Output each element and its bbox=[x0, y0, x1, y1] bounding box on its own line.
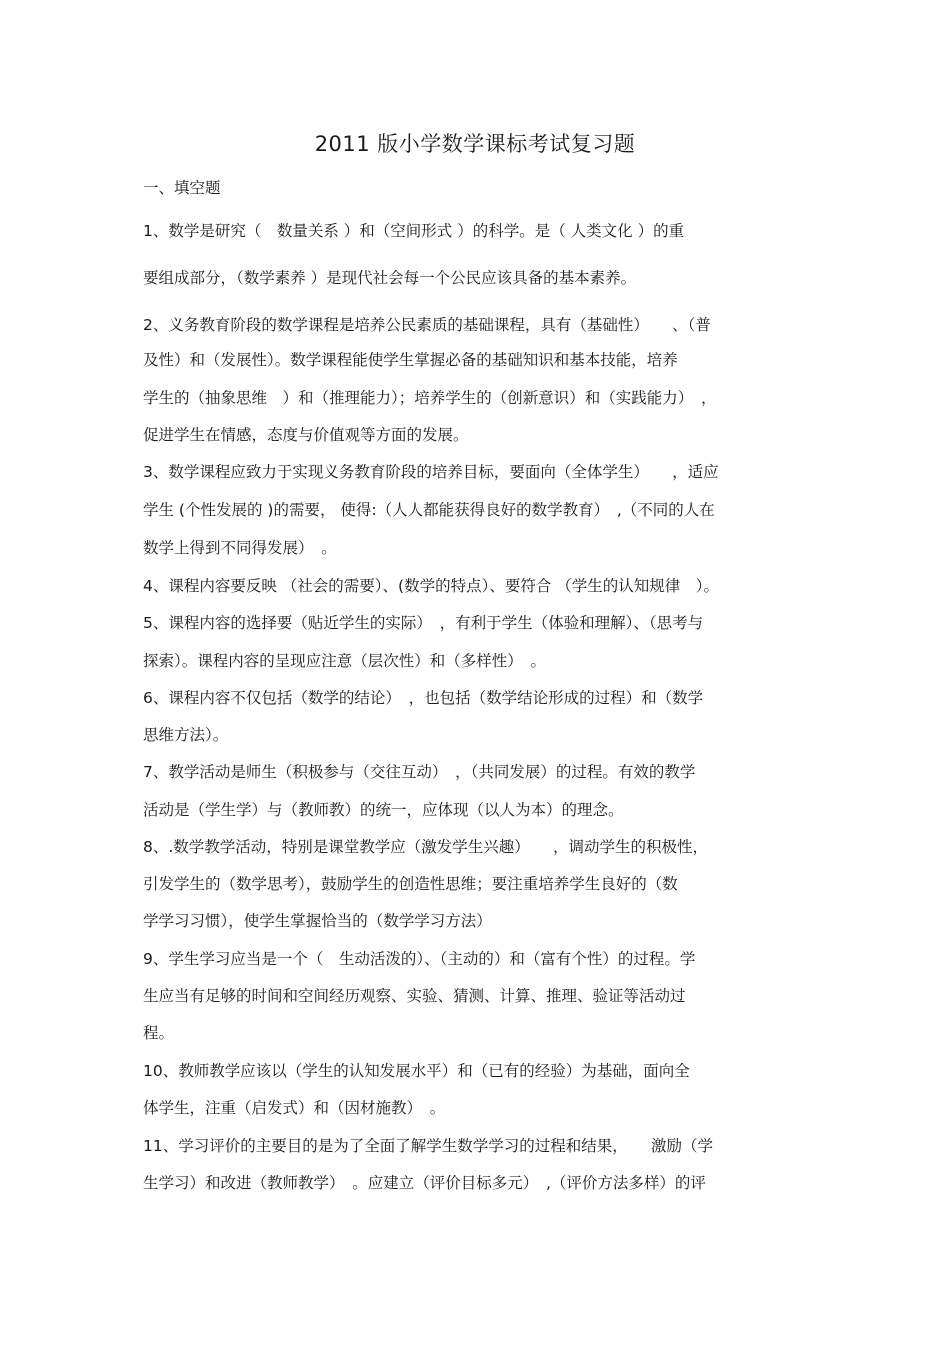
text-line: 5、课程内容的选择要（贴近学生的实际） ，有利于学生（体验和理解）、（思考与 bbox=[143, 614, 704, 632]
text-line: 学生 (个性发展的 )的需要， 使得:（人人都能获得良好的数学教育） ,（不同的人在 bbox=[143, 501, 715, 519]
text-line: 促进学生在情感，态度与价值观等方面的发展。 bbox=[143, 426, 469, 444]
text-line: 及性）和（发展性）。数学课程能使学生掌握必备的基础知识和基本技能，培养 bbox=[143, 351, 678, 369]
text-line: 数学上得到不同得发展） 。 bbox=[143, 539, 337, 557]
text-line: 思维方法）。 bbox=[143, 726, 229, 744]
text-line: 6、课程内容不仅包括（数学的结论） ，也包括（数学结论形成的过程）和（数学 bbox=[143, 689, 704, 707]
text-line: 1、数学是研究（ 数量关系 ）和（空间形式 ）的科学。是（ 人类文化 ）的重 bbox=[143, 222, 685, 240]
text-line: 体学生，注重（启发式）和（因材施教） 。 bbox=[143, 1099, 446, 1117]
text-line: 11、学习评价的主要目的是为了全面了解学生数学学习的过程和结果， 激励（学 bbox=[143, 1137, 713, 1155]
text-line: 10、教师教学应该以（学生的认知发展水平）和（已有的经验）为基础，面向全 bbox=[143, 1062, 690, 1080]
text-line: 学生的（抽象思维 ）和（推理能力）；培养学生的（创新意识）和（实践能力） ， bbox=[143, 389, 717, 407]
document-title: 2011 版小学数学课标考试复习题 bbox=[314, 132, 636, 156]
text-line: 4、课程内容要反映 （社会的需要）、(数学的特点）、要符合 （学生的认知规律 ）。 bbox=[143, 577, 720, 595]
text-line: 程。 bbox=[143, 1024, 175, 1042]
text-line: 生应当有足够的时间和空间经历观察、实验、猜测、计算、推理、验证等活动过 bbox=[143, 987, 686, 1005]
text-line: 生学习）和改进（教师教学） 。应建立（评价目标多元） ,（评价方法多样）的评 bbox=[143, 1174, 706, 1192]
section-heading: 一、填空题 bbox=[143, 179, 221, 197]
text-line: 7、教学活动是师生（积极参与（交往互动） ，（共同发展）的过程。有效的教学 bbox=[143, 763, 696, 781]
text-line: 活动是（学生学）与（教师教）的统一，应体现（以人为本）的理念。 bbox=[143, 801, 624, 819]
text-line: 2、义务教育阶段的数学课程是培养公民素质的基础课程，具有（基础性） 、（普 bbox=[143, 316, 711, 334]
text-line: 3、数学课程应致力于实现义务教育阶段的培养目标，要面向（全体学生） ，适应 bbox=[143, 463, 719, 481]
text-line: 学学习习惯），使学生掌握恰当的（数学学习方法） bbox=[143, 912, 492, 930]
text-line: 引发学生的（数学思考），鼓励学生的创造性思维；要注重培养学生良好的（数 bbox=[143, 875, 678, 893]
text-line: 探索）。课程内容的呈现应注意（层次性）和（多样性） 。 bbox=[143, 652, 547, 670]
text-line: 9、学生学习应当是一个（ 生动活泼的）、（主动的）和（富有个性）的过程。学 bbox=[143, 950, 696, 968]
text-line: 8、.数学教学活动，特别是课堂教学应（激发学生兴趣） ，调动学生的积极性， bbox=[143, 838, 709, 856]
text-line: 要组成部分，（数学素养 ）是现代社会每一个公民应该具备的基本素养。 bbox=[143, 269, 637, 287]
